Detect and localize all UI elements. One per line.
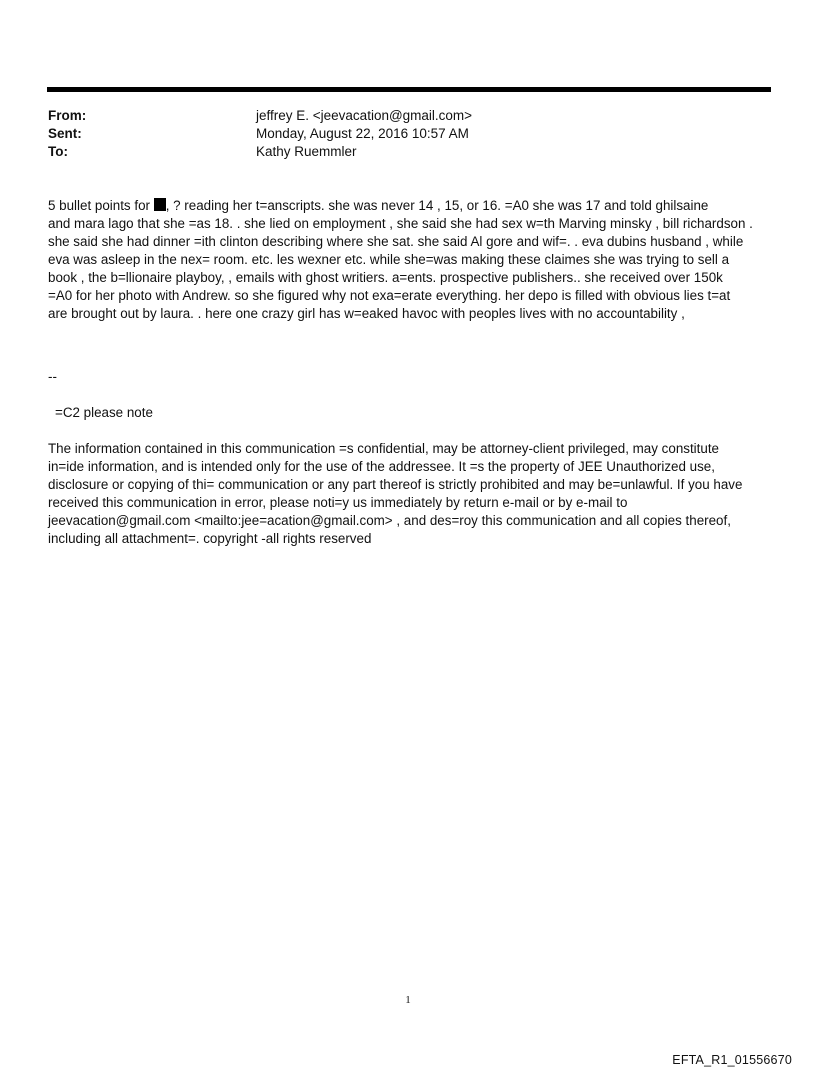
to-value: Kathy Ruemmler <box>256 144 357 159</box>
body-line: =A0 for her photo with Andrew. so she figured why not exa=erate everything. her depo is filled with obvious lies t=at <box>48 288 731 303</box>
body-line: book , the b=llionaire playboy, , emails with ghost writiers. a=ents. prospective publishers.. she received over 150k <box>48 270 723 285</box>
sent-label: Sent: <box>48 126 82 141</box>
disclaimer-line: The information contained in this communication =s confidential, may be attorney-client privileged, may constitute <box>48 441 719 456</box>
to-label: To: <box>48 144 68 159</box>
sent-value: Monday, August 22, 2016 10:57 AM <box>256 126 469 141</box>
body-line <box>48 197 770 215</box>
email-content <box>48 197 770 548</box>
from-value: jeffrey E. <jeevacation@gmail.com> <box>256 108 473 123</box>
bates-number: EFTA_R1_01556670 <box>672 1053 792 1067</box>
disclaimer-line: received this communication in error, please noti=y us immediately by return e-mail or by e-mail to <box>48 495 628 510</box>
from-row <box>48 107 768 125</box>
body-line: she said she had dinner =ith clinton describing where she sat. she said Al gore and wif=. . eva dubins husband , while <box>48 234 744 249</box>
body-line-1-start: 5 bullet points for <box>48 198 154 213</box>
disclaimer-line: jeevacation@gmail.com <mailto:jee=acation@gmail.com> , and des=roy this communication and all copies thereof, <box>48 513 731 528</box>
signature-separator: -- <box>48 369 57 384</box>
body-line: and mara lago that she =as 18. . she lied on employment , she said she had sex w=th Marving minsky , bill richardson . <box>48 216 753 231</box>
body-line: are brought out by laura. . here one crazy girl has w=eaked havoc with peoples lives with no accountability , <box>48 306 685 321</box>
page-number: 1 <box>405 994 411 1006</box>
confidentiality-disclaimer <box>48 440 770 548</box>
disclaimer-line: in=ide information, and is intended only for the use of the addressee. It =s the property of JEE Unauthorized use, <box>48 459 715 474</box>
disclaimer-line: including all attachment=. copyright -all rights reserved <box>48 531 372 546</box>
body-line-1-end: , ? reading her t=anscripts. she was never 14 , 15, or 16. =A0 she was 17 and told ghilsaine <box>165 198 709 213</box>
redaction-block <box>154 198 166 211</box>
email-body <box>48 197 770 323</box>
header-rule <box>47 87 771 92</box>
from-label: From: <box>48 108 87 123</box>
sent-row <box>48 125 768 143</box>
to-row <box>48 143 768 161</box>
disclaimer-line: disclosure or copying of thi= communication or any part thereof is strictly prohibited and may be=unlawful. If you have <box>48 477 743 492</box>
signature-note: =C2 please note <box>55 405 153 420</box>
body-line: eva was asleep in the nex= room. etc. les wexner etc. while she=was making these claimes she was trying to sell a <box>48 252 730 267</box>
email-header <box>48 107 768 161</box>
